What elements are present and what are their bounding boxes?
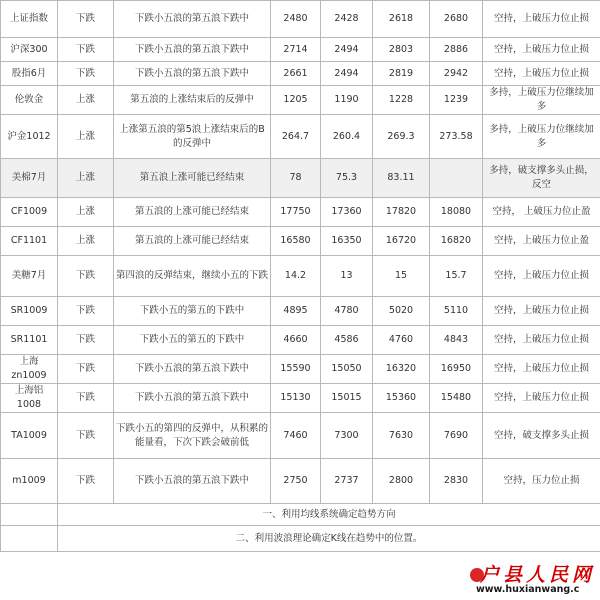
- row-resistance-2: 2680: [430, 1, 483, 38]
- row-support-1: 16350: [321, 227, 373, 256]
- row-resistance-1: 83.11: [373, 159, 430, 198]
- row-resistance-2: 2886: [430, 38, 483, 62]
- row-resistance-1: 15: [373, 256, 430, 297]
- row-wave-position: 下跌小五浪的第五浪下跌中: [114, 355, 271, 384]
- row-support-1: 2494: [321, 62, 373, 86]
- row-wave-position: 下跌小五浪的第五浪下跌中: [114, 384, 271, 413]
- row-resistance-1: 7630: [373, 413, 430, 459]
- row-instrument-name: SR1009: [1, 297, 58, 326]
- table-row: [1, 62, 600, 86]
- row-support-2: 4895: [271, 297, 321, 326]
- watermark-logo: [470, 560, 600, 600]
- row-trend: 上涨: [58, 227, 114, 256]
- row-support-1: 15050: [321, 355, 373, 384]
- table-row: [1, 227, 600, 256]
- row-resistance-1: 17820: [373, 198, 430, 227]
- row-strategy: 空持，上破压力位止损: [483, 62, 600, 86]
- row-support-1: 2494: [321, 38, 373, 62]
- row-resistance-1: 16320: [373, 355, 430, 384]
- row-support-1: 75.3: [321, 159, 373, 198]
- row-resistance-2: 18080: [430, 198, 483, 227]
- row-trend: 下跌: [58, 459, 114, 504]
- row-wave-position: 第五浪上涨可能已经结束: [114, 159, 271, 198]
- row-resistance-2: [430, 159, 483, 198]
- row-support-2: 2661: [271, 62, 321, 86]
- row-wave-position: 第四浪的反弹结束，继续小五的下跌: [114, 256, 271, 297]
- row-resistance-1: 5020: [373, 297, 430, 326]
- note-text: 二、利用波浪理论确定K线在趋势中的位置。: [58, 526, 600, 552]
- row-support-2: 4660: [271, 326, 321, 355]
- note-row: [1, 504, 600, 526]
- row-instrument-name: 美棉7月: [1, 159, 58, 198]
- row-instrument-name: SR1101: [1, 326, 58, 355]
- row-resistance-2: 15.7: [430, 256, 483, 297]
- row-trend: 下跌: [58, 413, 114, 459]
- row-strategy: 空持，破支撑多头止损: [483, 413, 600, 459]
- row-strategy: 空持，上破压力位止损: [483, 256, 600, 297]
- row-resistance-1: 15360: [373, 384, 430, 413]
- row-trend: 下跌: [58, 355, 114, 384]
- row-strategy: 空持，上破压力位止损: [483, 326, 600, 355]
- logo-url: www.huxianwang.c: [476, 584, 580, 595]
- row-resistance-2: 1239: [430, 86, 483, 115]
- row-instrument-name: 美糖7月: [1, 256, 58, 297]
- row-support-1: 7300: [321, 413, 373, 459]
- row-resistance-2: 16820: [430, 227, 483, 256]
- row-resistance-1: 1228: [373, 86, 430, 115]
- row-support-2: 15590: [271, 355, 321, 384]
- table-row: [1, 384, 600, 413]
- row-resistance-1: 16720: [373, 227, 430, 256]
- row-resistance-2: 4843: [430, 326, 483, 355]
- row-resistance-2: 5110: [430, 297, 483, 326]
- table-row: [1, 198, 600, 227]
- row-wave-position: 上涨第五浪的第5浪上涨结束后的B的反弹中: [114, 115, 271, 159]
- row-strategy: 空持，压力位止损: [483, 459, 600, 504]
- row-instrument-name: 上证指数: [1, 1, 58, 38]
- row-strategy: 空持， 上破压力位止盈: [483, 198, 600, 227]
- table-row: [1, 297, 600, 326]
- note-text: 一、利用均线系统确定趋势方向: [58, 504, 600, 526]
- table-row: [1, 413, 600, 459]
- row-support-2: 14.2: [271, 256, 321, 297]
- row-instrument-name: 伦敦金: [1, 86, 58, 115]
- row-support-2: 16580: [271, 227, 321, 256]
- row-instrument-name: 上海铝1008: [1, 384, 58, 413]
- row-support-2: 2750: [271, 459, 321, 504]
- row-trend: 下跌: [58, 326, 114, 355]
- row-strategy: 空持，上破压力位止损: [483, 355, 600, 384]
- row-strategy: 空持，上破压力位止损: [483, 384, 600, 413]
- row-support-2: 2714: [271, 38, 321, 62]
- row-wave-position: 第五浪的上涨可能已经结束: [114, 198, 271, 227]
- row-wave-position: 下跌小五的第四的反弹中，从积累的能量看，下次下跌会破前低: [114, 413, 271, 459]
- row-wave-position: 下跌小五浪的第五浪下跌中: [114, 1, 271, 38]
- row-trend: 下跌: [58, 384, 114, 413]
- table-row: [1, 256, 600, 297]
- row-support-2: 17750: [271, 198, 321, 227]
- row-instrument-name: m1009: [1, 459, 58, 504]
- row-support-2: 15130: [271, 384, 321, 413]
- row-resistance-2: 16950: [430, 355, 483, 384]
- row-trend: 上涨: [58, 159, 114, 198]
- row-trend: 下跌: [58, 256, 114, 297]
- row-trend: 下跌: [58, 297, 114, 326]
- row-strategy: 空持，上破压力位止损: [483, 297, 600, 326]
- note-row: [1, 526, 600, 552]
- row-strategy: 多持，上破压力位继续加多: [483, 86, 600, 115]
- row-support-1: 260.4: [321, 115, 373, 159]
- note-spacer: [1, 526, 58, 552]
- row-support-1: 15015: [321, 384, 373, 413]
- row-resistance-1: 2618: [373, 1, 430, 38]
- row-resistance-2: 273.58: [430, 115, 483, 159]
- row-wave-position: 下跌小五浪的第五浪下跌中: [114, 459, 271, 504]
- row-support-1: 17360: [321, 198, 373, 227]
- row-instrument-name: 沪金1012: [1, 115, 58, 159]
- row-support-1: 4780: [321, 297, 373, 326]
- row-trend: 上涨: [58, 198, 114, 227]
- row-support-1: 4586: [321, 326, 373, 355]
- table-row: [1, 326, 600, 355]
- row-strategy: 多持，上破压力位继续加多: [483, 115, 600, 159]
- row-instrument-name: CF1101: [1, 227, 58, 256]
- table-row: [1, 159, 600, 198]
- row-instrument-name: 沪深300: [1, 38, 58, 62]
- row-wave-position: 第五浪的上涨结束后的反弹中: [114, 86, 271, 115]
- row-resistance-2: 2942: [430, 62, 483, 86]
- row-trend: 下跌: [58, 62, 114, 86]
- row-resistance-2: 7690: [430, 413, 483, 459]
- row-strategy: 空持，上破压力位止盈: [483, 227, 600, 256]
- row-wave-position: 第五浪的上涨可能已经结束: [114, 227, 271, 256]
- row-resistance-1: 4760: [373, 326, 430, 355]
- row-trend: 上涨: [58, 86, 114, 115]
- table-row: [1, 38, 600, 62]
- row-resistance-1: 2819: [373, 62, 430, 86]
- table-row: [1, 459, 600, 504]
- table-row: [1, 86, 600, 115]
- row-support-2: 1205: [271, 86, 321, 115]
- row-support-2: 7460: [271, 413, 321, 459]
- row-resistance-1: 2803: [373, 38, 430, 62]
- row-strategy: 空持，上破压力位止损: [483, 38, 600, 62]
- row-wave-position: 下跌小五的第五的下跌中: [114, 326, 271, 355]
- table-row: [1, 1, 600, 38]
- row-trend: 上涨: [58, 115, 114, 159]
- logo-text: 户县人民网: [480, 564, 596, 586]
- table-row: [1, 355, 600, 384]
- row-support-1: 13: [321, 256, 373, 297]
- row-resistance-2: 15480: [430, 384, 483, 413]
- row-trend: 下跌: [58, 1, 114, 38]
- row-resistance-2: 2830: [430, 459, 483, 504]
- row-support-1: 2737: [321, 459, 373, 504]
- row-support-2: 78: [271, 159, 321, 198]
- row-instrument-name: TA1009: [1, 413, 58, 459]
- row-trend: 下跌: [58, 38, 114, 62]
- row-support-2: 264.7: [271, 115, 321, 159]
- note-spacer: [1, 504, 58, 526]
- row-support-2: 2480: [271, 1, 321, 38]
- row-wave-position: 下跌小五的第五的下跌中: [114, 297, 271, 326]
- row-resistance-1: 269.3: [373, 115, 430, 159]
- row-wave-position: 下跌小五浪的第五浪下跌中: [114, 38, 271, 62]
- row-instrument-name: 股指6月: [1, 62, 58, 86]
- row-resistance-1: 2800: [373, 459, 430, 504]
- row-support-1: 1190: [321, 86, 373, 115]
- row-instrument-name: 上海zn1009: [1, 355, 58, 384]
- table-row: [1, 115, 600, 159]
- row-wave-position: 下跌小五浪的第五浪下跌中: [114, 62, 271, 86]
- row-strategy: 多持，破支撑多头止损，反空: [483, 159, 600, 198]
- row-instrument-name: CF1009: [1, 198, 58, 227]
- row-support-1: 2428: [321, 1, 373, 38]
- row-strategy: 空持，上破压力位止损: [483, 1, 600, 38]
